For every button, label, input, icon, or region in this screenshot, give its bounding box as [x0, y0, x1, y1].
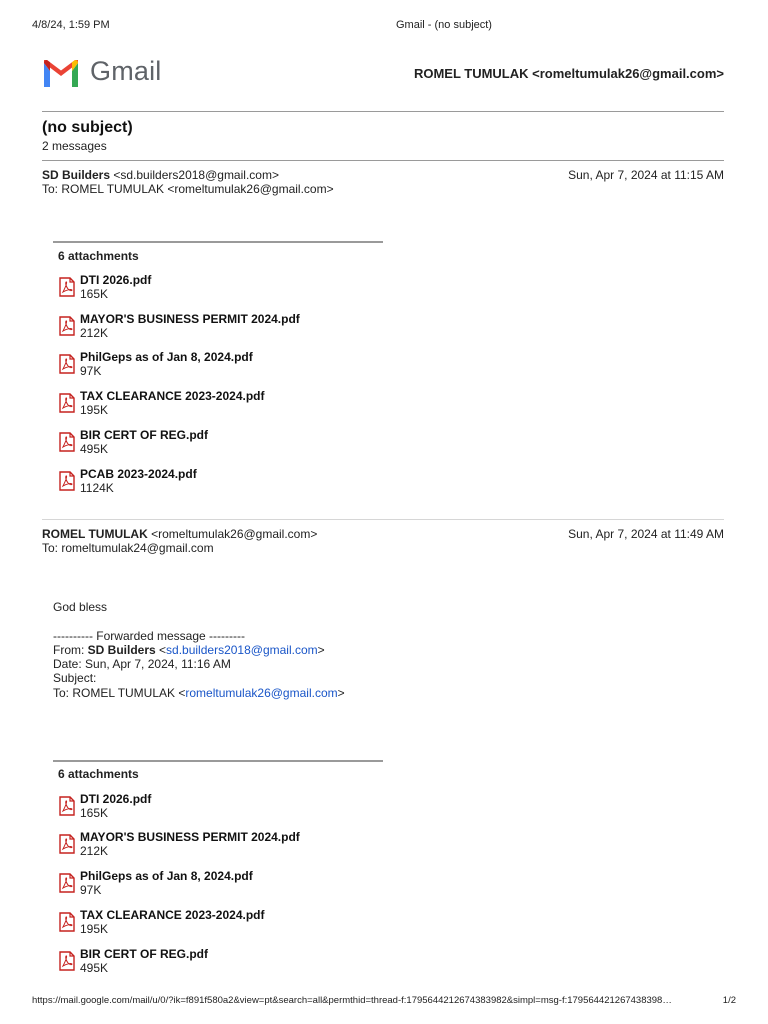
pdf-icon: [58, 277, 76, 297]
attachment-name: BIR CERT OF REG.pdf: [80, 947, 208, 961]
message2-to: To: romeltumulak24@gmail.com: [42, 541, 214, 555]
attachment-name: PhilGeps as of Jan 8, 2024.pdf: [80, 350, 253, 364]
print-footer-page: 1/2: [722, 995, 736, 1006]
pdf-icon: [58, 432, 76, 452]
pdf-icon: [58, 471, 76, 491]
attachment-item[interactable]: [58, 467, 378, 499]
subject-divider: [42, 160, 724, 161]
pdf-icon: [58, 951, 76, 971]
attachment-item[interactable]: [58, 389, 378, 421]
message2-attachments-divider: [53, 760, 383, 762]
account-label: ROMEL TUMULAK <romeltumulak26@gmail.com>: [413, 66, 724, 81]
message2-date: Sun, Apr 7, 2024 at 11:49 AM: [568, 527, 724, 541]
attachment-item[interactable]: [58, 428, 378, 460]
attachment-item[interactable]: [58, 947, 378, 979]
pdf-icon: [58, 912, 76, 932]
message1-to: To: ROMEL TUMULAK <romeltumulak26@gmail.com>: [42, 182, 334, 196]
pdf-icon: [58, 316, 76, 336]
forwarded-from-label: From:: [53, 643, 88, 657]
attachment-item[interactable]: [58, 350, 378, 382]
forwarded-from: [53, 643, 325, 657]
gmail-wordmark: Gmail: [90, 56, 162, 86]
forwarded-from-email-link[interactable]: sd.builders2018@gmail.com: [166, 643, 318, 657]
message1-sender-name: SD Builders: [42, 168, 111, 182]
attachment-item[interactable]: [58, 792, 378, 824]
forwarded-to-email-link[interactable]: romeltumulak26@gmail.com: [185, 686, 338, 700]
attachment-name: DTI 2026.pdf: [80, 792, 152, 806]
message1-sender[interactable]: [42, 168, 279, 182]
attachment-name: BIR CERT OF REG.pdf: [80, 428, 208, 442]
attachment-size: 165K: [80, 806, 109, 820]
attachment-size: 212K: [80, 844, 109, 858]
forwarded-to: [53, 686, 345, 700]
thread-subject: (no subject): [42, 119, 133, 136]
attachment-item[interactable]: [58, 312, 378, 344]
attachment-name: TAX CLEARANCE 2023-2024.pdf: [80, 389, 265, 403]
attachment-item[interactable]: [58, 273, 378, 305]
attachment-size: 97K: [80, 883, 102, 897]
gmail-logo[interactable]: [41, 58, 161, 90]
attachment-item[interactable]: [58, 869, 378, 901]
attachment-name: PCAB 2023-2024.pdf: [80, 467, 197, 481]
attachment-size: 495K: [80, 442, 109, 456]
gmail-m-icon: [41, 59, 81, 89]
forwarded-subject: Subject:: [53, 671, 97, 685]
attachment-size: 195K: [80, 922, 109, 936]
header-divider: [42, 111, 724, 112]
message2-attachments-title: 6 attachments: [58, 767, 139, 781]
attachment-size: 495K: [80, 961, 109, 975]
message1-attachments-title: 6 attachments: [58, 249, 139, 263]
message1-date: Sun, Apr 7, 2024 at 11:15 AM: [568, 168, 724, 182]
message-count: 2 messages: [42, 139, 107, 153]
message2-body: God bless: [53, 600, 108, 614]
message2-sender[interactable]: [42, 527, 317, 541]
pdf-icon: [58, 834, 76, 854]
attachment-name: DTI 2026.pdf: [80, 273, 152, 287]
attachment-size: 97K: [80, 364, 102, 378]
forwarded-from-close: >: [317, 643, 325, 657]
print-page-title: Gmail - (no subject): [396, 19, 492, 31]
forwarded-date: Date: Sun, Apr 7, 2024, 11:16 AM: [53, 657, 231, 671]
message2-sender-name: ROMEL TUMULAK: [42, 527, 148, 541]
message-divider: [42, 519, 724, 520]
forwarded-from-name: SD Builders: [87, 643, 156, 657]
attachment-size: 165K: [80, 287, 109, 301]
attachment-item[interactable]: [58, 830, 378, 862]
attachment-name: PhilGeps as of Jan 8, 2024.pdf: [80, 869, 253, 883]
attachment-name: TAX CLEARANCE 2023-2024.pdf: [80, 908, 265, 922]
pdf-icon: [58, 873, 76, 893]
attachment-name: MAYOR'S BUSINESS PERMIT 2024.pdf: [80, 830, 300, 844]
print-datetime: 4/8/24, 1:59 PM: [32, 19, 110, 31]
forwarded-from-open: <: [155, 643, 167, 657]
forwarded-to-label: To: ROMEL TUMULAK <: [53, 686, 186, 700]
print-footer-url: https://mail.google.com/mail/u/0/?ik=f891f580a2&view=pt&search=all&permthid=thread-f:1795644212674383982&simpl=msg-f:179564421267438398…: [32, 995, 672, 1006]
attachment-name: MAYOR'S BUSINESS PERMIT 2024.pdf: [80, 312, 300, 326]
forwarded-divider: ---------- Forwarded message ---------: [53, 629, 245, 643]
attachment-size: 195K: [80, 403, 109, 417]
message2-sender-email: <romeltumulak26@gmail.com>: [147, 527, 318, 541]
pdf-icon: [58, 393, 76, 413]
message1-attachments-divider: [53, 241, 383, 243]
pdf-icon: [58, 354, 76, 374]
message1-sender-email: <sd.builders2018@gmail.com>: [110, 168, 279, 182]
pdf-icon: [58, 796, 76, 816]
attachment-size: 212K: [80, 326, 109, 340]
attachment-size: 1124K: [80, 481, 114, 495]
attachment-item[interactable]: [58, 908, 378, 940]
forwarded-to-close: >: [337, 686, 345, 700]
